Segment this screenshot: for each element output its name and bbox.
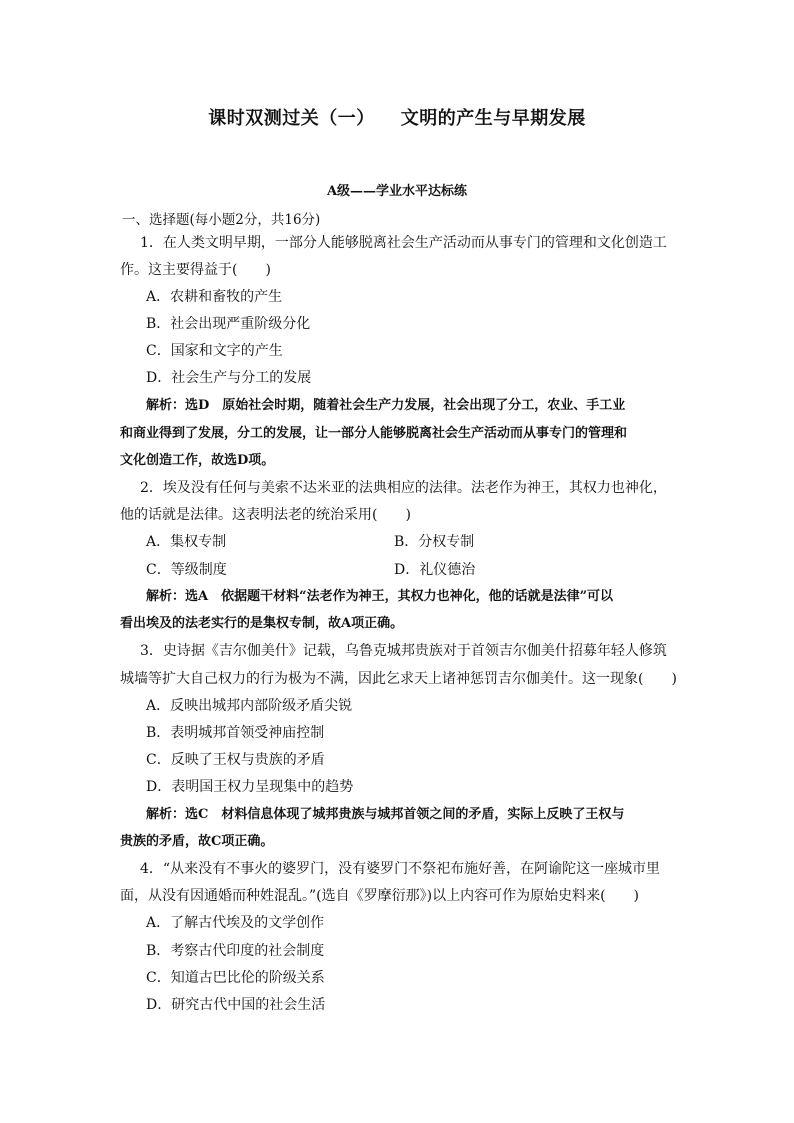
q1-stem-line1: 1．在人类文明早期，一部分人能够脱离社会生产活动而从事专门的管理和文化创造工: [140, 235, 667, 251]
title-left: 课时双测过关（一）: [208, 108, 375, 129]
q2-option-b: B．分权专制: [394, 534, 475, 550]
q2-option-c: C．等级制度: [146, 562, 227, 578]
q4-stem-line1: 4．“从来没有不事火的婆罗门，没有婆罗门不祭祀布施好善，在阿谕陀这一座城市里: [140, 861, 661, 877]
q2-stem-line1: 2．埃及没有任何与美索不达米亚的法典相应的法律。法老作为神王，其权力也神化，: [140, 480, 667, 496]
q2-option-d: D．礼仪德治: [394, 562, 476, 578]
q1-option-b: B．社会出现严重阶级分化: [146, 316, 311, 332]
q3-option-c: C．反映了王权与贵族的矛盾: [146, 752, 325, 768]
q1-analysis-line1: 解析：选D 原始社会时期，随着社会生产力发展，社会出现了分工，农业、手工业: [146, 398, 626, 413]
q4-stem-line2: 面，从没有因通婚而种姓混乱。”(选自《罗摩衍那》)以上内容可作为原始史料来( ): [120, 888, 640, 904]
title-right: 文明的产生与早期发展: [400, 108, 586, 129]
q2-analysis-line2: 看出埃及的法老实行的是集权专制，故A项正确。: [120, 616, 404, 631]
section-heading: 一、选择题(每小题2分，共16分): [122, 212, 321, 228]
q4-option-c: C．知道古巴比伦的阶级关系: [146, 970, 325, 986]
q3-analysis-line1: 解析：选C 材料信息体现了城邦贵族与城邦首领之间的矛盾，实际上反映了王权与: [146, 807, 625, 822]
q3-option-b: B．表明城邦首领受神庙控制: [146, 725, 325, 741]
q1-stem-line2: 作。这主要得益于( ): [120, 262, 271, 278]
q3-stem-line2: 城墙等扩大自己权力的行为极为不满，因此乞求天上诸神惩罚吉尔伽美什。这一现象( ): [120, 671, 677, 687]
q2-option-a: A．集权专制: [146, 534, 227, 550]
q1-analysis-line2: 和商业得到了发展，分工的发展，让一部分人能够脱离社会生产活动而从事专门的管理和: [120, 426, 628, 441]
q1-option-d: D．社会生产与分工的发展: [146, 370, 312, 386]
q1-analysis-line3: 文化创造工作，故选D项。: [120, 453, 275, 468]
q4-option-a: A．了解古代埃及的文学创作: [146, 915, 325, 931]
q2-stem-line2: 他的话就是法律。这表明法老的统治采用( ): [120, 507, 411, 523]
page-title: [0, 104, 794, 130]
q4-option-b: B．考察古代印度的社会制度: [146, 943, 325, 959]
q1-option-c: C．国家和文字的产生: [146, 343, 283, 359]
q3-option-a: A．反映出城邦内部阶级矛盾尖锐: [146, 698, 353, 714]
level-heading: A级——学业水平达标练: [326, 184, 468, 199]
q3-option-d: D．表明国王权力呈现集中的趋势: [146, 779, 354, 795]
q4-option-d: D．研究古代中国的社会生活: [146, 997, 326, 1013]
q1-option-a: A．农耕和畜牧的产生: [146, 289, 283, 305]
q3-analysis-line2: 贵族的矛盾，故C项正确。: [120, 834, 274, 849]
q3-stem-line1: 3．史诗据《吉尔伽美什》记载，乌鲁克城邦贵族对于首领吉尔伽美什招募年轻人修筑: [140, 643, 667, 659]
q2-analysis-line1: 解析：选A 依据题干材料“法老作为神王，其权力也神化，他的话就是法律”可以: [146, 589, 614, 604]
